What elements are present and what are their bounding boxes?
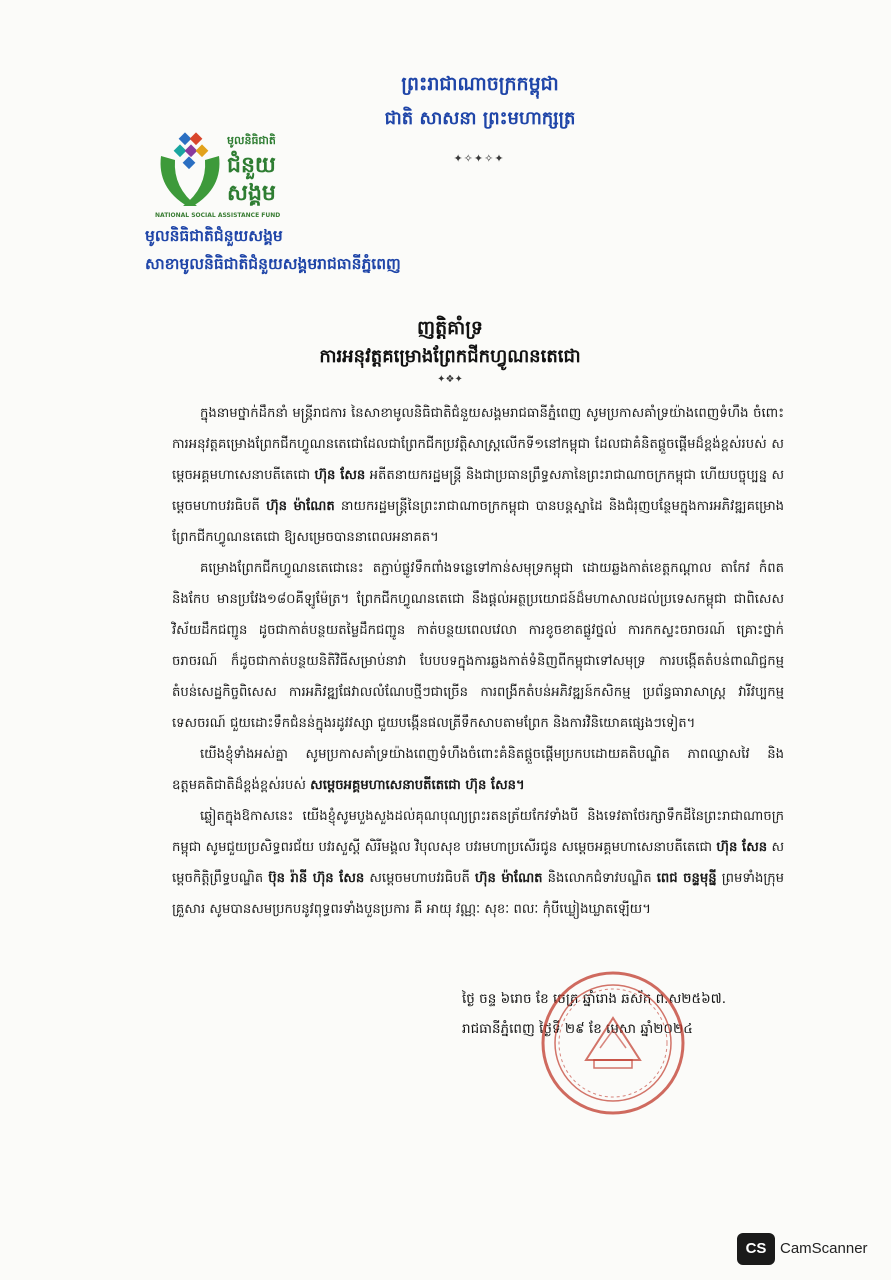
nsaf-logo bbox=[155, 126, 295, 216]
logo-caption: NATIONAL SOCIAL ASSISTANCE FUND bbox=[155, 212, 281, 219]
paragraph-text: នាយករដ្ឋមន្ត្រីនៃព្រះរាជាណាចក្រកម្ពុជា បានបន្តស្នាដៃ និងជំរុញបន្ថែមក្នុងការអភិវឌ្ឍគម្រោងព្រែកជីកហ្វូណនតេជោ ឱ្យសម្រេចបាននាពេលអនាគត។ bbox=[172, 499, 785, 545]
bold-name: ហ៊ុន សែន bbox=[314, 468, 366, 483]
paragraph bbox=[172, 398, 784, 553]
motto-heading: ជាតិ សាសនា ព្រះមហាក្សត្រ bbox=[384, 108, 576, 129]
title-ornament: ✦❖✦ bbox=[437, 374, 463, 385]
document-title: ញត្តិគាំទ្រ bbox=[417, 317, 483, 339]
camscanner-badge: CS bbox=[737, 1233, 775, 1265]
paragraph-text: គម្រោងព្រែកជីកហ្វូណនតេជោនេះ តភ្ជាប់ផ្លូវទឹកពាំងទន្លេទៅកាន់សមុទ្រកម្ពុជា ដោយឆ្លងកាត់ខេត្តកណ្តាល តាកែវ កំពត និងកែប មានប្រវែង១៨០គីឡូម៉ែត្រ។ ព្រែកជីកហ្វូណនតេជោ នឹងផ្តល់អត្ថប្រយោជន៍ដ៏មហាសាលដល់ប្រទេសកម្ពុជា ជាពិសេសវិស័យដឹកជញ្ជូន ដូចជាកាត់បន្ថយតម្លៃដឹកជញ្ជូន កាត់បន្ថយពេលវេលា ការខូចខាតផ្លូវថ្នល់ ការកកស្ទះចរាចរណ៍ គ្រោះថ្នាក់ចរាចរណ៍ ក៏ដូចជាកាត់បន្ថយនិតិវិធីសម្រាប់នាវា បែបបទក្នុងការឆ្លងកាត់ទំនិញពីកម្ពុជាទៅសមុទ្រ ការបង្កើតតំបន់ពាណិជ្ជកម្ម តំបន់សេដ្ឋកិច្ចពិសេស ការអភិវឌ្ឍផែវាលលំណែបថ្មីៗជាច្រើន ការពង្រីកតំបន់អភិវឌ្ឍន៍កសិកម្ម ប្រព័ន្ធធារាសាស្ត្រ វារីវប្បកម្ម ទេសចរណ៍ ជួយដោះទឹកជំនន់ក្នុងរដូវវស្សា ជួយបង្កើនផលត្រីទឹកសាបតាមព្រែក និងការវិនិយោគផ្សេងៗទៀត។ bbox=[172, 561, 784, 731]
logo-title-3: សង្គម bbox=[227, 181, 276, 206]
paragraph-text: សម្តេចកិត្តិព្រឹទ្ធបណ្ឌិត bbox=[172, 840, 784, 886]
paragraph bbox=[172, 553, 784, 739]
bold-name: ពេជ ចន្ទមុន្នី bbox=[656, 871, 717, 886]
document-body bbox=[172, 398, 784, 925]
org-branch: សាខាមូលនិធិជាតិជំនួយសង្គមរាជធានីភ្នំពេញ bbox=[145, 255, 401, 273]
bold-name: សម្តេចអគ្គមហាសេនាបតីតេជោ ហ៊ុន សែន។ bbox=[310, 778, 525, 793]
paragraph-text: សម្តេចមហាបវរធិបតី bbox=[364, 871, 475, 886]
paragraph-text: ក្នុងនាមថ្នាក់ដឹកនាំ មន្ត្រីរាជការ នៃសាខាមូលនិធិជាតិជំនួយសង្គមរាជធានីភ្នំពេញ សូមប្រកាសគាំទ្រយ៉ាងពេញទំហឹង ចំពោះ ការអនុវត្តគម្រោងព្រែកជីកហ្វូណនតេជោដែលជាព្រែកជីកប្រវត្តិសាស្ត្រលើកទី១នៅកម្ពុជា ដែលជាគំនិតផ្តួចផ្តើមដ៏ខ្ពង់ខ្ពស់របស់ សម្តេចអគ្គមហាសេនាបតីតេជោ bbox=[172, 406, 784, 483]
solar-date: រាជធានីភ្នំពេញ ថ្ងៃទី ២៩ ខែ មេសា ឆ្នាំ២០២៤ bbox=[462, 1021, 693, 1037]
paragraph-text: និងលោកជំទាវបណ្ឌិត bbox=[542, 871, 657, 886]
official-seal bbox=[538, 968, 688, 1118]
paragraph-text: អតីតនាយករដ្ឋមន្ត្រី និងជាប្រធានព្រឹទ្ធសភានៃព្រះរាជាណាចក្រកម្ពុជា ហើយបច្ចុប្បន្ន សម្តេចមហាបវរធិបតី bbox=[172, 468, 784, 514]
paragraph-text: ឆ្លៀតក្នុងឱកាសនេះ យើងខ្ញុំសូមបួងសួងដល់គុណបុណ្យព្រះរតនត្រ័យកែវទាំងបី និងទេវតាថែរក្សាទឹកដីនៃព្រះរាជាណាចក្រកម្ពុជា សូមជួយប្រសិទ្ធពរជ័យ បវរសួស្តី សិរីមង្គល វិបុលសុខ បវរមហាប្រសើរជូន សម្តេចអគ្គមហាសេនាបតីតេជោ bbox=[172, 809, 784, 855]
paragraph-text: ព្រមទាំងក្រុមគ្រួសារ សូមបានសមប្រកបនូវពុទ្ធពរទាំងបួនប្រការ គឺ អាយុ វណ្ណៈ សុខៈ ពលៈ កុំបីឃ្លៀងឃ្លាតឡើយ។ bbox=[172, 871, 784, 917]
paragraph bbox=[172, 801, 784, 925]
bold-name: ហ៊ុន ម៉ាណែត bbox=[474, 871, 543, 886]
header-ornament: ✦✧✦✧✦ bbox=[453, 152, 505, 165]
bold-name: ហ៊ុន ម៉ាណែត bbox=[266, 499, 335, 514]
paragraph-text: យើងខ្ញុំទាំងអស់គ្នា សូមប្រកាសគាំទ្រយ៉ាងពេញទំហឹងចំពោះគំនិតផ្តួចផ្តើមប្រកបដោយគតិបណ្ឌិត ភាពឈ្លាសវៃ និងឧត្តមគតិជាតិដ៏ខ្ពង់ខ្ពស់របស់ bbox=[172, 747, 784, 793]
bold-name: ហ៊ុន សែន bbox=[716, 840, 768, 855]
document-subtitle: ការអនុវត្តគម្រោងព្រែកជីកហ្វូណនតេជោ bbox=[319, 346, 581, 367]
lunar-date: ថ្ងៃ ចន្ទ ៦រោច ខែ ចេត្រ ឆ្នាំរោង ឆស័ក ព.ស២៥៦៧. bbox=[462, 991, 726, 1007]
bold-name: ប៊ុន រ៉ានី ហ៊ុន សែន bbox=[268, 871, 365, 886]
kingdom-heading: ព្រះរាជាណាចក្រកម្ពុជា bbox=[401, 73, 559, 95]
logo-title-2: ជំនួយ bbox=[227, 153, 276, 178]
camscanner-label: CamScanner bbox=[780, 1240, 868, 1257]
paragraph bbox=[172, 739, 784, 801]
logo-title-1: មូលនិធិជាតិ bbox=[227, 134, 276, 147]
org-name: មូលនិធិជាតិជំនួយសង្គម bbox=[145, 227, 283, 245]
